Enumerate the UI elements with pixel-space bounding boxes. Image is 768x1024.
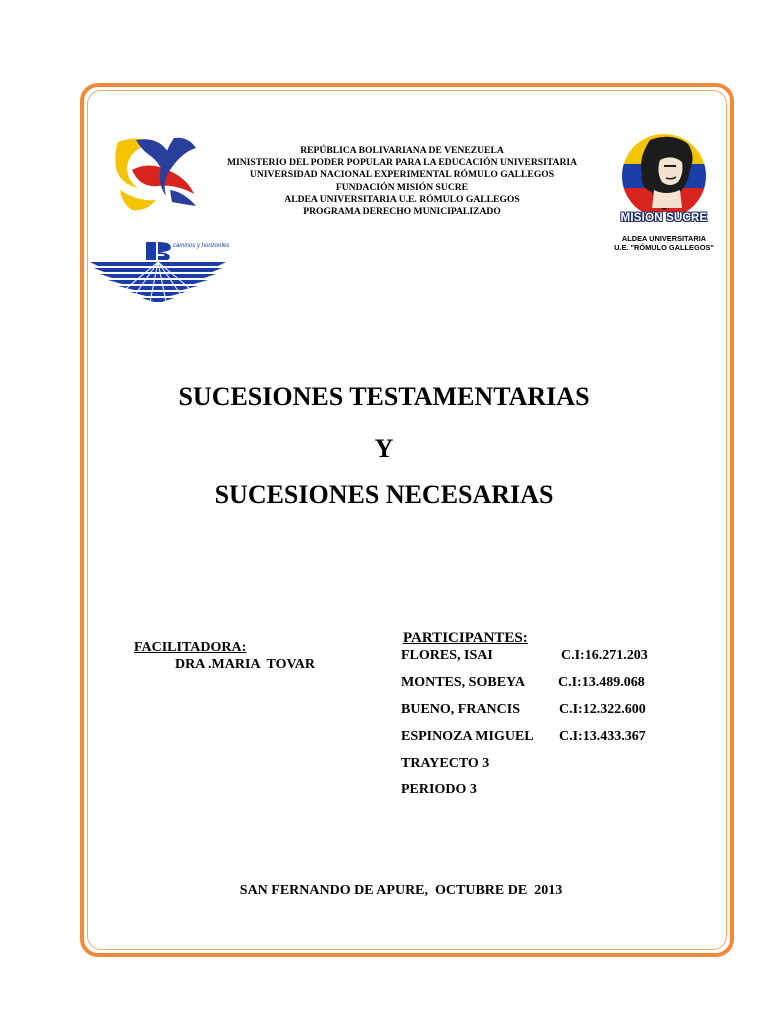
participant-name: ESPINOZA MIGUEL [401,729,534,744]
mision-sucre-emblem-icon [610,130,718,212]
facilitator-name: DRA .MARIA TOVAR [175,657,316,672]
participants-label: PARTICIPANTES: [403,630,528,646]
mision-sucre-sub1: ALDEA UNIVERSITARIA [621,234,707,243]
header-line: REPÚBLICA BOLIVARIANA DE VENEZUELA [300,145,504,156]
participant-row [401,675,645,691]
header-line: ALDEA UNIVERSITARIA U.E. RÓMULO GALLEGOS [284,193,520,205]
mision-sucre-sub2: U.E. "RÓMULO GALLEGOS" [614,243,714,252]
ministry-logo [110,130,202,223]
header-line: MINISTERIO DEL PODER POPULAR PARA LA EDUCACIÓN UNIVERSITARIA [226,157,578,169]
participant-row [401,702,646,718]
participant-name: FLORES, ISAI [401,648,493,663]
document-title-line2: Y [374,434,394,463]
participant-ci: C.I:16.271.203 [561,648,648,663]
trayecto-text: TRAYECTO 3 [401,756,490,771]
caminos-logo-text: caminos y horizontes [173,243,230,249]
caminos-logo-icon [90,240,226,306]
facilitator-label: FACILITADORA: [134,640,247,655]
participant-ci: C.I:13.433.367 [559,729,646,744]
institution-header [210,145,594,218]
document-title-line3: SUCESIONES NECESARIAS [214,480,554,509]
participant-ci: C.I:12.322.600 [559,702,646,717]
periodo-text: PERIODO 3 [401,782,477,797]
document-title-line1: SUCESIONES TESTAMENTARIAS [178,382,590,411]
participant-row [401,729,646,745]
header-line: FUNDACIÓN MISIÓN SUCRE [335,181,469,193]
ministry-logo-icon [110,130,202,218]
place-date-footer: SAN FERNANDO DE APURE, OCTUBRE DE 2013 [239,883,563,898]
participant-name: BUENO, FRANCIS [401,702,521,717]
header-line: UNIVERSIDAD NACIONAL EXPERIMENTAL RÓMULO GALLEGOS [249,169,555,181]
participant-name: MONTES, SOBEYA [401,675,525,690]
header-line: PROGRAMA DERECHO MUNICIPALIZADO [303,206,501,218]
mision-sucre-title: MISION SUCRE [620,212,708,224]
participant-row [401,648,648,664]
participant-ci: C.I:13.489.068 [558,675,645,690]
caminos-y-horizontes-logo [90,240,226,311]
mision-sucre-logo [610,130,718,252]
